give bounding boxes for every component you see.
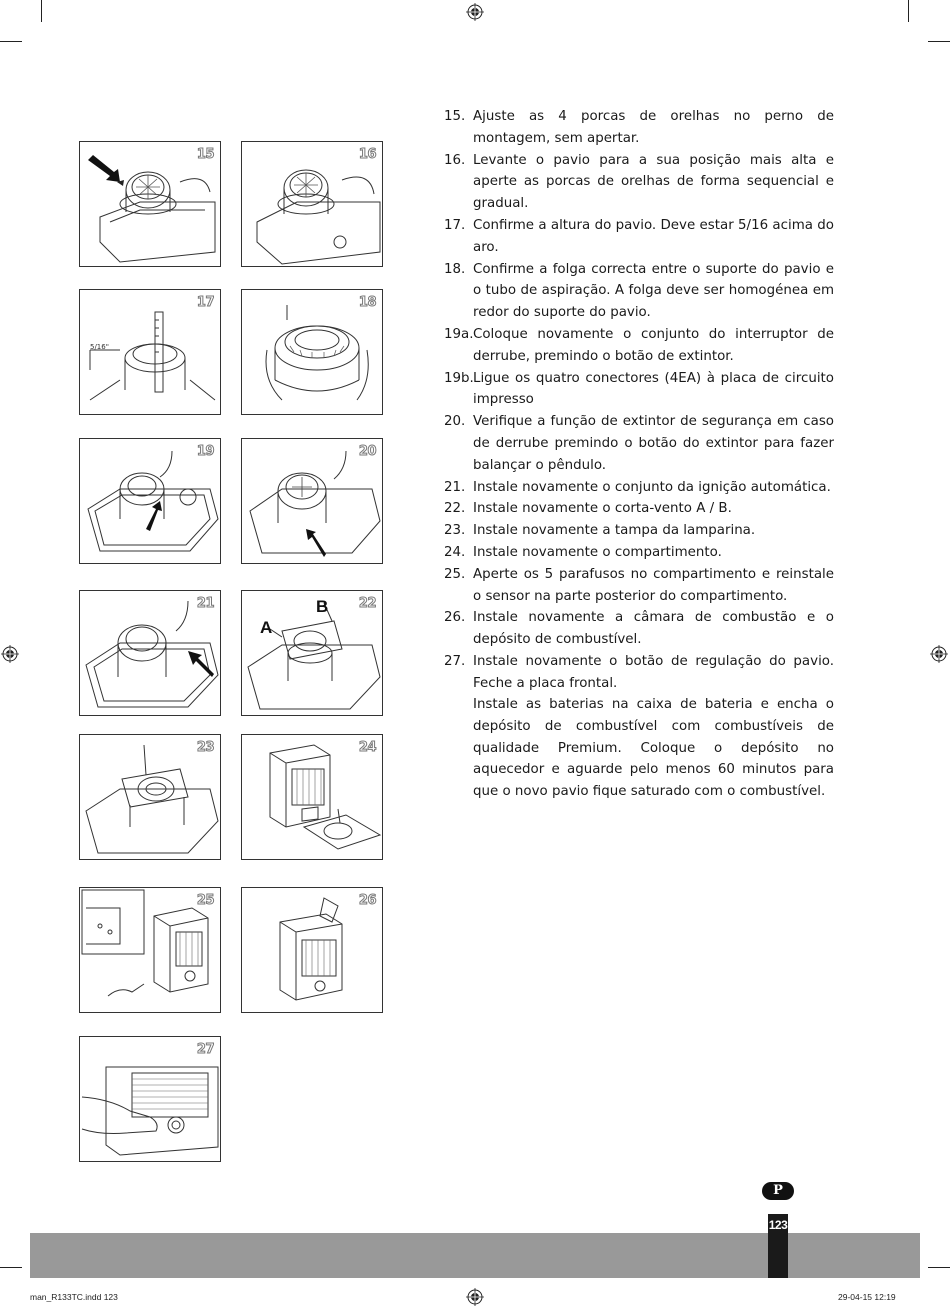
figure-number: 19 bbox=[196, 444, 214, 459]
final-paragraph: Instale as baterias na caixa de bateria e encha o depósito de combustível com combustíveis de qualidade Premium. Coloque o depósito no aquecedor e aguarde pelo menos 60 minutos para que o novo pavio fique saturado com o combustível. bbox=[473, 697, 834, 800]
step-text: Confirme a altura do pavio. Deve estar 5/16 acima do aro. bbox=[473, 217, 834, 255]
step-text: Ligue os quatro conectores (4EA) à placa de circuito impresso bbox=[473, 370, 834, 408]
label-a: A bbox=[260, 618, 273, 637]
step-number: 19b. bbox=[444, 370, 474, 386]
step-text: Levante o pavio para a sua posição mais alta e aperte as porcas de orelhas de forma sequencial e gradual. bbox=[473, 152, 834, 212]
figure-number: 16 bbox=[358, 147, 376, 162]
step-text: Instale novamente o corta-vento A / B. bbox=[473, 501, 732, 517]
footer-date-slug: 29-04-15 12:19 bbox=[838, 1292, 896, 1302]
figure-number: 27 bbox=[196, 1042, 214, 1057]
step-number: 16. bbox=[444, 152, 466, 168]
step-text: Verifique a função de extintor de segurança em caso de derrube premindo o botão do extintor para fazer balançar o pêndulo. bbox=[473, 414, 834, 473]
label-b: B bbox=[316, 597, 329, 616]
figure-number: 24 bbox=[358, 740, 376, 755]
footer-file-slug: man_R133TC.indd 123 bbox=[30, 1292, 118, 1302]
list-item bbox=[444, 150, 834, 215]
figure-16 bbox=[241, 141, 383, 267]
list-item bbox=[444, 564, 834, 608]
step-text: Ajuste as 4 porcas de orelhas no perno de montagem, sem apertar. bbox=[473, 109, 834, 146]
step-number: 21. bbox=[444, 479, 466, 495]
figure-27 bbox=[79, 1036, 221, 1162]
figure-number: 15 bbox=[196, 147, 214, 162]
figure-22 bbox=[241, 590, 383, 716]
list-item bbox=[444, 215, 834, 259]
instruction-list bbox=[444, 106, 834, 695]
figure-25 bbox=[79, 887, 221, 1013]
figure-number: 20 bbox=[358, 444, 376, 459]
step-number: 27. bbox=[444, 653, 466, 669]
step-number: 20. bbox=[444, 414, 466, 430]
step-number: 17. bbox=[444, 217, 466, 233]
crop-mark bbox=[0, 1267, 22, 1268]
crop-mark bbox=[0, 41, 22, 42]
measure-label: 5/16" bbox=[90, 343, 109, 351]
figure-17 bbox=[79, 289, 221, 415]
figure-number: 17 bbox=[196, 295, 214, 310]
step-text: Instale novamente o conjunto da ignição automática. bbox=[473, 479, 831, 495]
registration-mark-icon bbox=[930, 645, 948, 663]
language-badge: P bbox=[762, 1182, 794, 1200]
step-text: Aperte os 5 parafusos no compartimento e reinstale o sensor na parte posterior do compartimento. bbox=[473, 566, 834, 604]
list-item bbox=[444, 498, 834, 520]
step-number: 22. bbox=[444, 501, 466, 517]
step-number: 19a. bbox=[444, 326, 474, 342]
list-item bbox=[444, 368, 834, 412]
page-number: 123 bbox=[768, 1218, 788, 1232]
list-item bbox=[444, 106, 834, 150]
figure-24 bbox=[241, 734, 383, 860]
list-item bbox=[444, 411, 834, 476]
figure-21 bbox=[79, 590, 221, 716]
figure-number: 23 bbox=[196, 740, 214, 755]
figure-15 bbox=[79, 141, 221, 267]
figure-18 bbox=[241, 289, 383, 415]
figure-23 bbox=[79, 734, 221, 860]
figure-20 bbox=[241, 438, 383, 564]
figure-19 bbox=[79, 438, 221, 564]
list-item bbox=[444, 477, 834, 499]
figure-number: 22 bbox=[358, 596, 376, 611]
step-text: Instale novamente o botão de regulação do pavio. Feche a placa frontal. bbox=[473, 653, 834, 691]
step-number: 25. bbox=[444, 566, 466, 582]
list-item bbox=[444, 651, 834, 695]
list-item bbox=[444, 607, 834, 651]
step-text: Coloque novamente o conjunto do interruptor de derrube, premindo o botão de extintor. bbox=[473, 326, 834, 364]
step-text: Confirme a folga correcta entre o suporte do pavio e o tubo de aspiração. A folga deve ser homogénea em redor do suporte do pavio. bbox=[473, 261, 834, 321]
step-text: Instale novamente a câmara de combustão e o depósito de combustível. bbox=[473, 610, 834, 648]
step-text: Instale novamente a tampa da lamparina. bbox=[473, 523, 756, 539]
registration-mark-icon bbox=[466, 3, 484, 21]
figure-number: 18 bbox=[358, 295, 376, 310]
figure-number: 25 bbox=[196, 893, 214, 908]
figure-number: 21 bbox=[196, 596, 214, 611]
step-number: 15. bbox=[444, 109, 466, 124]
list-item bbox=[444, 324, 834, 368]
list-item bbox=[444, 542, 834, 564]
figure-26 bbox=[241, 887, 383, 1013]
figure-number: 26 bbox=[358, 893, 376, 908]
crop-mark bbox=[928, 1267, 950, 1268]
step-text: Instale novamente o compartimento. bbox=[473, 544, 722, 560]
list-item bbox=[444, 259, 834, 324]
crop-mark bbox=[41, 0, 42, 22]
step-number: 26. bbox=[444, 610, 466, 626]
step-number: 23. bbox=[444, 523, 466, 539]
registration-mark-icon bbox=[1, 645, 19, 663]
step-number: 24. bbox=[444, 544, 466, 560]
step-number: 18. bbox=[444, 261, 466, 277]
crop-mark bbox=[928, 41, 950, 42]
list-item bbox=[444, 520, 834, 542]
crop-mark bbox=[908, 0, 909, 22]
registration-mark-icon bbox=[466, 1288, 484, 1306]
